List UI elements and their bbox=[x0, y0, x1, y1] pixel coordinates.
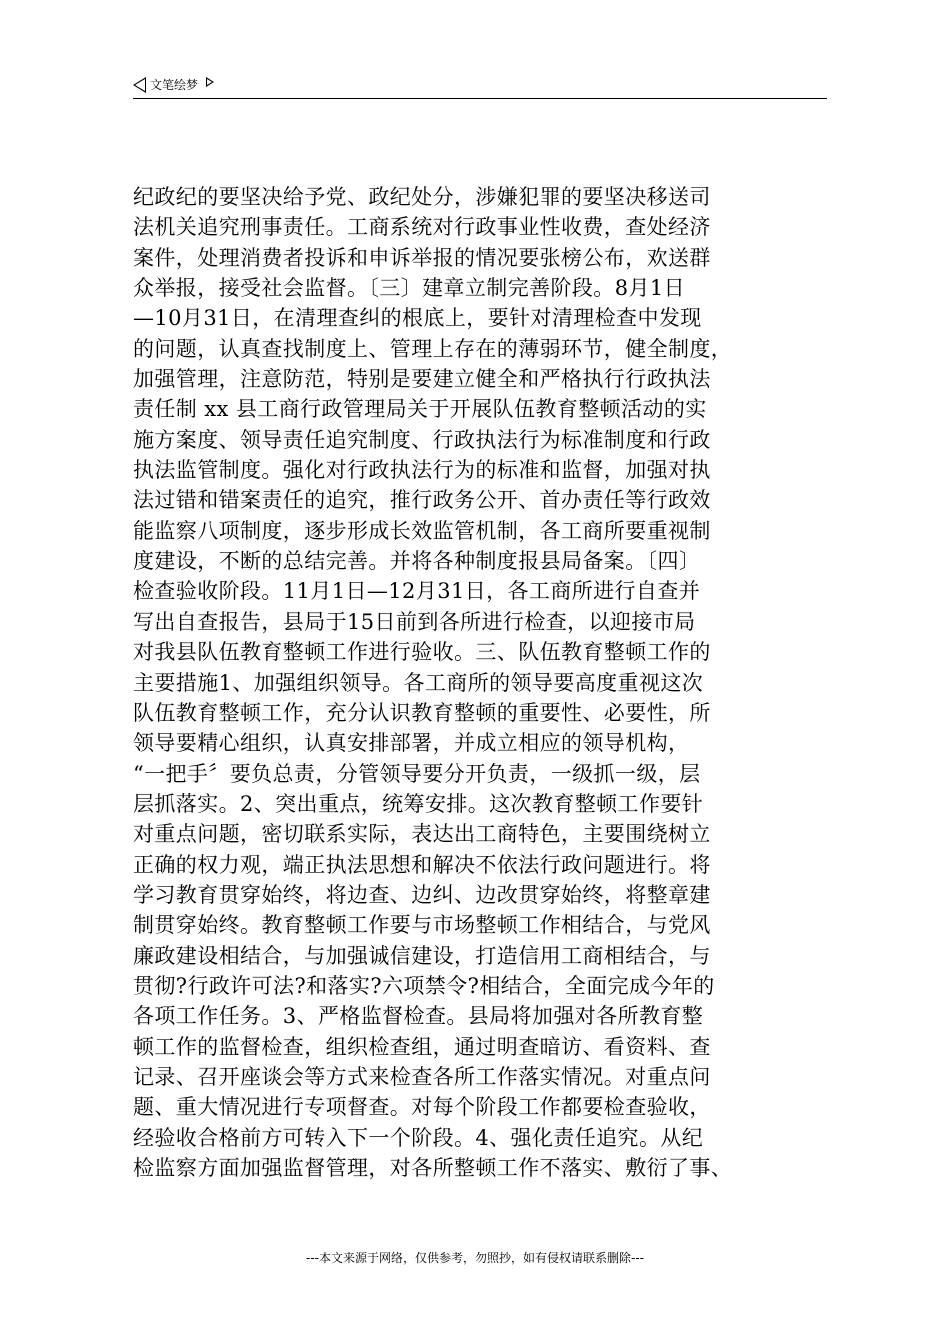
triangle-right-icon bbox=[206, 77, 214, 87]
page-header bbox=[133, 74, 827, 99]
text-line: 法机关追究刑事责任。工商系统对行政事业性收费，查处经济 bbox=[133, 215, 711, 240]
text-line: 各项工作任务。3、严格监督检查。县局将加强对各所教育整 bbox=[133, 1004, 704, 1029]
header-title: 文笔绘梦 bbox=[150, 78, 199, 92]
text-line: 的问题，认真查找制度上、管理上存在的薄弱环节，健全制度， bbox=[133, 336, 733, 361]
text-line: 队伍教育整顿工作，充分认识教育整顿的重要性、必要性，所 bbox=[133, 700, 711, 725]
text-line: 能监察八项制度，逐步形成长效监管机制，各工商所要重视制 bbox=[133, 518, 711, 543]
page-footer: ---本文来源于网络，仅供参考，勿照抄，如有侵权请联系删除--- bbox=[306, 1251, 644, 1265]
text-line: 执法监管制度。强化对行政执法行为的标准和监督，加强对执 bbox=[133, 458, 711, 483]
text-line: 加强管理，注意防范，特别是要建立健全和严格执行行政执法 bbox=[133, 367, 711, 392]
header-row bbox=[133, 76, 214, 93]
text-line: 领导要精心组织，认真安排部署，并成立相应的领导机构， bbox=[133, 731, 690, 756]
triangle-left-icon bbox=[133, 77, 146, 93]
text-line: 案件，处理消费者投诉和申诉举报的情况要张榜公布，欢送群 bbox=[133, 245, 711, 270]
document-body bbox=[133, 182, 843, 1183]
text-line: 正确的权力观，端正执法思想和解决不依法行政问题进行。将 bbox=[133, 852, 711, 877]
text-line: 制贯穿始终。教育整顿工作要与市场整顿工作相结合，与党风 bbox=[133, 913, 711, 938]
text-line: 对重点问题，密切联系实际，表达出工商特色，主要围绕树立 bbox=[133, 822, 711, 847]
text-line: 廉政建设相结合，与加强诚信建设，打造信用工商相结合，与 bbox=[133, 943, 711, 968]
text-line: 检查验收阶段。11月1日—12月31日，各工商所进行自查并 bbox=[133, 579, 701, 604]
text-line: 学习教育贯穿始终，将边查、边纠、边改贯穿始终，将整章建 bbox=[133, 882, 711, 907]
text-line: 纪政纪的要坚决给予党、政纪处分，涉嫌犯罪的要坚决移送司 bbox=[133, 185, 711, 209]
text-line: 法过错和错案责任的追究，推行政务公开、首办责任等行政效 bbox=[133, 488, 711, 513]
text-line: 主要措施1、加强组织领导。各工商所的领导要高度重视这次 bbox=[133, 670, 704, 695]
text-line: 层抓落实。2、突出重点，统筹安排。这次教育整顿工作要针 bbox=[133, 791, 704, 816]
text-line: 经验收合格前方可转入下一个阶段。4、强化责任追究。从纪 bbox=[133, 1125, 704, 1150]
text-line: 施方案度、领导责任追究制度、行政执法行为标准制度和行政 bbox=[133, 427, 711, 452]
text-line: 度建设，不断的总结完善。并将各种制度报县局备案。〔四〕 bbox=[133, 549, 701, 574]
text-line: 记录、召开座谈会等方式来检查各所工作落实情况。对重点问 bbox=[133, 1064, 711, 1089]
text-line: 众举报，接受社会监督。〔三〕建章立制完善阶段。8月1日 bbox=[133, 276, 686, 301]
text-line: 顿工作的监督检查，组织检查组，通过明查暗访、看资料、查 bbox=[133, 1034, 711, 1059]
text-line: 贯彻?行政许可法?和落实?六项禁令?相结合，全面完成今年的 bbox=[133, 973, 715, 998]
text-line: 题、重大情况进行专项督查。对每个阶段工作都要检查验收， bbox=[133, 1095, 711, 1120]
text-line: 写出自查报告，县局于15日前到各所进行检查，以迎接市局 bbox=[133, 609, 696, 634]
text-line: 对我县队伍教育整顿工作进行验收。三、队伍教育整顿工作的 bbox=[133, 640, 711, 665]
text-line: 检监察方面加强监督管理，对各所整顿工作不落实、敷衍了事、 bbox=[133, 1156, 733, 1180]
text-line: “一把手〞要负总责，分管领导要分开负责，一级抓一级，层 bbox=[133, 761, 701, 786]
text-line: —10月31日，在清理查纠的根底上，要针对清理检查中发现 bbox=[133, 306, 702, 331]
text-line: 责任制 xx 县工商行政管理局关于开展队伍教育整顿活动的实 bbox=[133, 397, 707, 422]
